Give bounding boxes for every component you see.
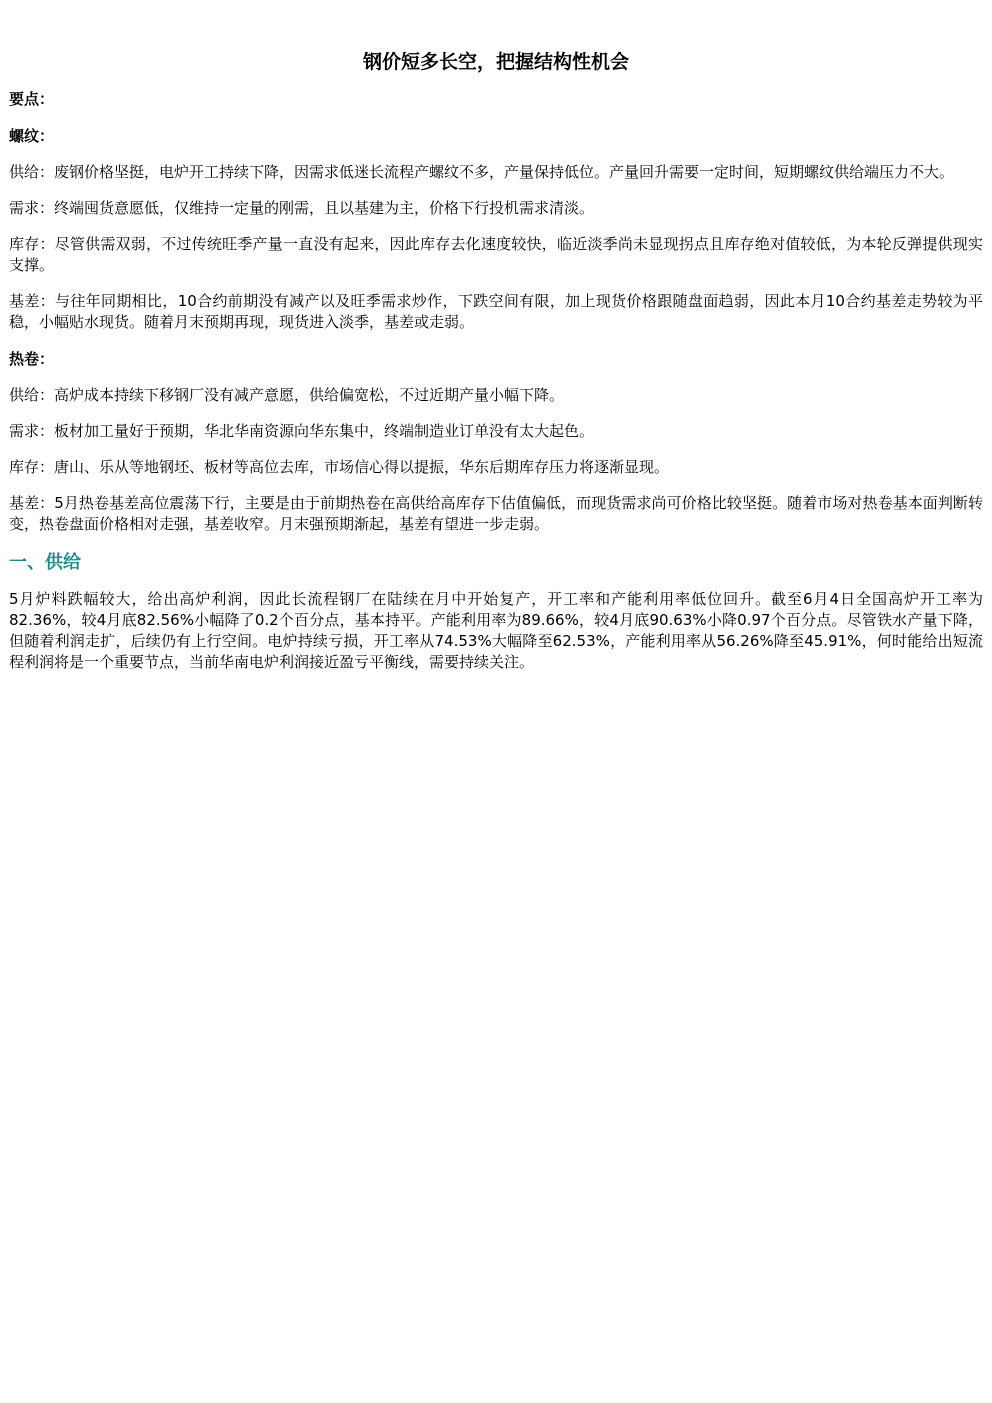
section-supply-body: 5月炉料跌幅较大，给出高炉利润，因此长流程钢厂在陆续在月中开始复产，开工率和产能利用率低位回升。截至6月4日全国高炉开工率为82.36%，较4月底82.56%小幅降了0.2个百分点，基本持平。产能利用率为89.66%，较4月底90.63%小降0.97个百分点。尽管铁水产量下降，但随着利润走扩，后续仍有上行空间。电炉持续亏损，开工率从74.53%大幅降至62.53%，产能利用率从56.26%降至45.91%，何时能给出短流程利润将是一个重要节点，当前华南电炉利润接近盈亏平衡线，需要持续关注。 — [9, 590, 983, 671]
rebar-demand-paragraph: 需求：终端囤货意愿低，仅维持一定量的刚需，且以基建为主，价格下行投机需求清淡。 — [9, 199, 595, 217]
section-supply-heading: 一、供给 — [9, 552, 81, 573]
summary-label: 要点： — [9, 90, 55, 108]
hot-coil-basis-paragraph: 基差：5月热卷基差高位震荡下行，主要是由于前期热卷在高供给高库存下估值偏低，而现货需求尚可价格比较坚挺。随着市场对热卷基本面判断转变，热卷盘面价格相对走强，基差收窄。月末强预期渐起，基差有望进一步走弱。 — [9, 494, 983, 533]
rebar-supply-paragraph: 供给：废钢价格坚挺，电炉开工持续下降，因需求低迷长流程产螺纹不多，产量保持低位。产量回升需要一定时间，短期螺纹供给端压力不大。 — [9, 163, 955, 181]
hot-coil-supply-paragraph: 供给：高炉成本持续下移钢厂没有减产意愿，供给偏宽松，不过近期产量小幅下降。 — [9, 386, 565, 404]
hot-coil-demand-paragraph: 需求：板材加工量好于预期，华北华南资源向华东集中，终端制造业订单没有太大起色。 — [9, 422, 595, 440]
rebar-inventory-paragraph: 库存：尽管供需双弱，不过传统旺季产量一直没有起来，因此库存去化速度较快，临近淡季尚未显现拐点且库存绝对值较低，为本轮反弹提供现实支撑。 — [9, 235, 983, 274]
document-title: 钢价短多长空，把握结构性机会 — [362, 51, 629, 73]
rebar-label: 螺纹： — [9, 127, 55, 145]
hot-coil-inventory-paragraph: 库存：唐山、乐从等地钢坯、板材等高位去库，市场信心得以提振，华东后期库存压力将逐渐显现。 — [9, 458, 670, 476]
hot-coil-label: 热卷： — [9, 350, 55, 368]
rebar-basis-paragraph: 基差：与往年同期相比，10合约前期没有减产以及旺季需求炒作，下跌空间有限，加上现货价格跟随盘面趋弱，因此本月10合约基差走势较为平稳，小幅贴水现货。随着月末预期再现，现货进入淡季，基差或走弱。 — [9, 292, 983, 331]
